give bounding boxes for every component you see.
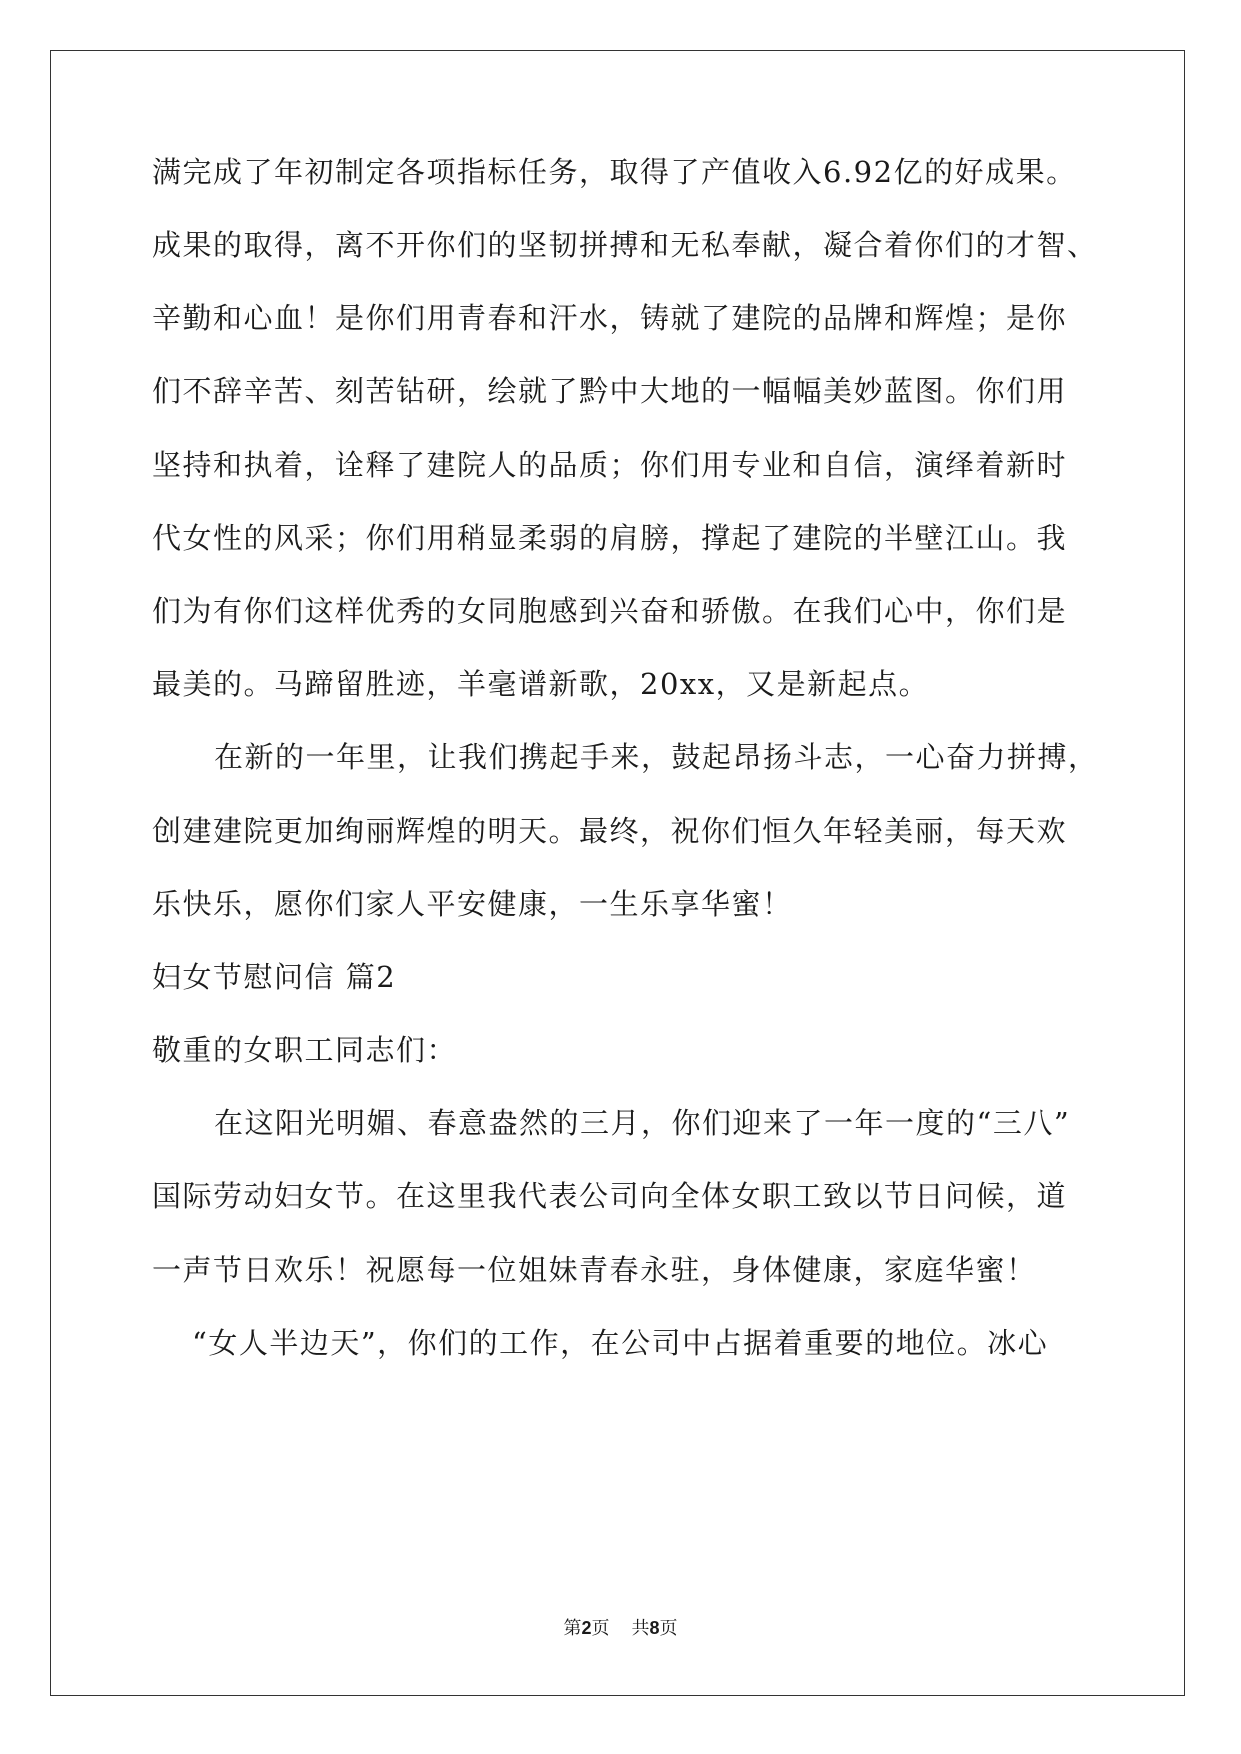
salutation: 敬重的女职工同志们： [152, 1033, 458, 1067]
page-prefix: 第 [563, 1618, 582, 1639]
total-prefix: 共 [631, 1618, 650, 1639]
paragraph-start-line: 在这阳光明媚、春意盎然的三月，你们迎来了一年一度的“三八” [214, 1106, 1071, 1140]
section-heading: 妇女节慰问信 篇2 [152, 960, 397, 994]
paragraph-start-line: 在新的一年里，让我们携起手来，鼓起昂扬斗志，一心奋力拼搏， [214, 740, 1099, 774]
page-total: 8 [649, 1618, 660, 1638]
text-line: 国际劳动妇女节。在这里我代表公司向全体女职工致以节日问候，道 [152, 1179, 1068, 1213]
total-suffix: 页 [659, 1618, 678, 1639]
text-line: 最美的。马蹄留胜迹，羊毫谱新歌，20xx，又是新起点。 [152, 667, 930, 701]
text-line: 满完成了年初制定各项指标任务，取得了产值收入6.92亿的好成果。 [152, 155, 1077, 189]
text-line: 创建建院更加绚丽辉煌的明天。最终，祝你们恒久年轻美丽，每天欢 [152, 814, 1068, 848]
text-line: 成果的取得，离不开你们的坚韧拼搏和无私奉献，凝合着你们的才智、 [152, 228, 1098, 262]
page-current: 2 [581, 1618, 592, 1638]
text-line: 代女性的风采；你们用稍显柔弱的肩膀，撑起了建院的半壁江山。我 [152, 521, 1068, 555]
page-suffix: 页 [591, 1618, 610, 1639]
paragraph-start-line: “女人半边天”，你们的工作，在公司中占据着重要的地位。冰心 [192, 1326, 1049, 1360]
text-line: 乐快乐，愿你们家人平安健康，一生乐享华蜜！ [152, 887, 793, 921]
page-border [50, 50, 1185, 1696]
text-line: 们为有你们这样优秀的女同胞感到兴奋和骄傲。在我们心中，你们是 [152, 594, 1068, 628]
text-line: 们不辞辛苦、刻苦钻研，绘就了黔中大地的一幅幅美妙蓝图。你们用 [152, 374, 1068, 408]
text-line: 辛勤和心血！是你们用青春和汗水，铸就了建院的品牌和辉煌；是你 [152, 301, 1068, 335]
page-footer [0, 1616, 1241, 1641]
text-line: 坚持和执着，诠释了建院人的品质；你们用专业和自信，演绎着新时 [152, 448, 1068, 482]
text-line: 一声节日欢乐！祝愿每一位姐妹青春永驻，身体健康，家庭华蜜！ [152, 1253, 1037, 1287]
